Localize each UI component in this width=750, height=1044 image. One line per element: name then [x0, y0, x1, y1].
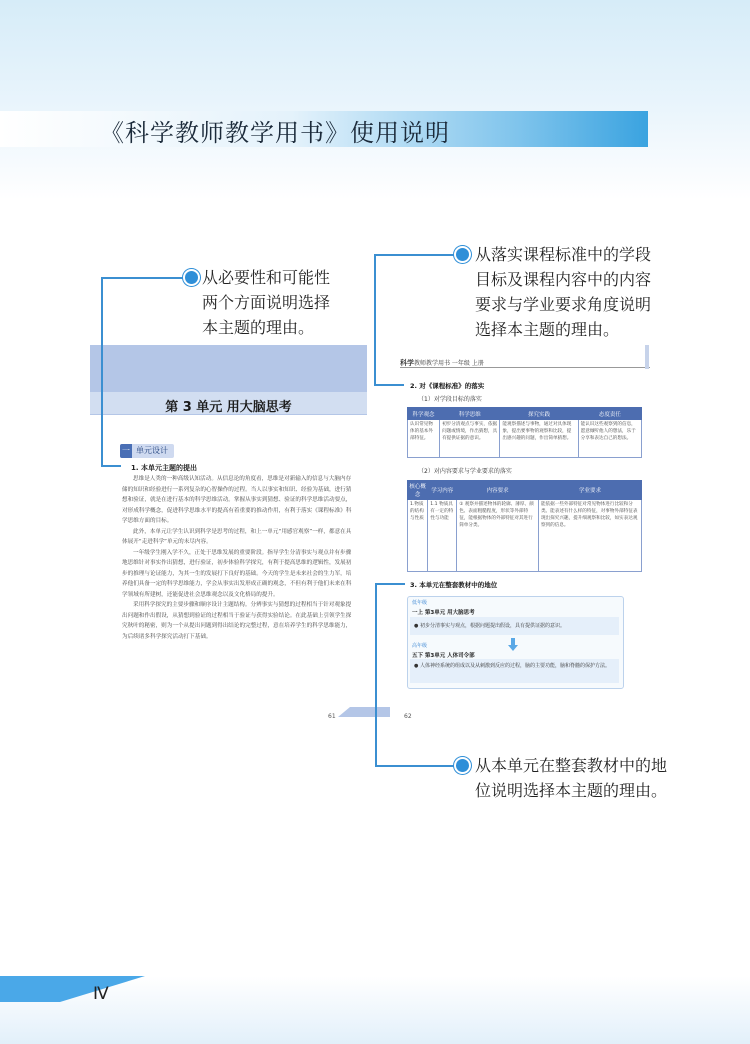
row2-title: 五下 第3单元 人体司令部: [412, 653, 475, 659]
table-header: 学习内容: [428, 481, 457, 500]
callout-line: 选择本主题的理由。: [475, 320, 620, 339]
page-title: 《科学教师教学用书》使用说明: [100, 119, 450, 147]
content-table: [407, 480, 642, 572]
header-text: 教师教学用书 一年级 上册: [414, 360, 484, 367]
callout-line: 本主题的理由。: [202, 318, 315, 337]
heading-standards: 2. 对《课程标准》的落实: [410, 382, 485, 390]
right-page-header: [400, 358, 650, 368]
table-cell: ① 观察并描述物体的轮廓、薄厚、颜色、表面粗糙程度，形状等外部特征，能根据物体的外部特征对其进行简单分类。: [457, 500, 539, 572]
left-page-body: [122, 474, 354, 642]
table-header: 学业要求: [538, 481, 641, 500]
connector-line: [374, 384, 404, 386]
table-header: 核心概念: [408, 481, 428, 500]
section-tag: [120, 444, 174, 458]
row1-box: [410, 617, 619, 635]
table-cell: 认识常见物体的基本外部特征。: [408, 420, 440, 458]
table-header: 内容要求: [457, 481, 539, 500]
callout-line: 目标及课程内容中的内容: [475, 270, 652, 289]
table-header: 探究实践: [500, 408, 578, 420]
subheading-goals: （1）对学段目标的落实: [418, 396, 482, 403]
bullet-dot-icon: [454, 246, 471, 263]
section-heading: 1. 本单元主题的提出: [131, 464, 197, 472]
page-number-left: 61: [328, 713, 336, 720]
unit-title: 第 3 单元 用大脑思考: [165, 400, 292, 415]
table-header: 科学观念: [408, 408, 440, 420]
row1-title: 一上 第3单元 用大脑思考: [412, 610, 475, 616]
connector-line: [101, 465, 121, 467]
subheading-content: （2）对内容要求与学业要求的落实: [418, 468, 512, 475]
table-cell: 能依据一些外部特征对常见物体进行比较和分类。能表述有什么样的特征，对事物外部特征表现出探究兴趣，提升细观察和比较，如实表达观察到的信息。: [538, 500, 641, 572]
callout-line: 两个方面说明选择: [202, 293, 331, 312]
section-number: 一: [120, 444, 132, 458]
callout-line: 从本单元在整套教材中的地: [475, 756, 668, 775]
table-cell: 初步分清观点与事实，依据问题或情境，作出猜想，具有提供证据的意识。: [440, 420, 500, 458]
callout-line: 从落实课程标准中的学段: [475, 245, 652, 264]
callout-line: 从必要性和可能性: [202, 268, 331, 287]
paragraph: 一年级学生刚入学不久，正处于思维发展的重要阶段。指导学生分清事实与观点并有步骤地思维针对事实作出猜想，进行验证，初步体验科学探究，有利于提高思维的逻辑性，发展初步的推理与论证能力，为其一生的发展打下良好的基础。今天的学生是未来社会的生力军，培养他们具备一定的科学思维能力，学会从事实出发形成正确的观念，不但有利于他们未来在科学领域有所建树，还能促进社会思维观念以及文化格局的提升。: [122, 549, 352, 598]
table-cell: 1.1 物质具有一定的特性与功能: [428, 500, 457, 572]
connector-line: [374, 254, 376, 385]
paragraph: 采用科学探究的主要步骤和顺序设计主题结构。分辨事实与猜想的过程相当于针对观象提出问题和作出假设，从猜想到验证的过程相当于验证与获得实验结论。在此基础上引领学生探究秋叶的秘密，则为一个从提出问题到得出结论的完整过程，意在培养学生的科学思维能力，为后续诸多科学探究活动打下基础。: [122, 602, 352, 640]
paragraph: 思维是人类的一种高级认知活动。从信息论的角度看，思维是对新输入的信息与大脑内存储的知识和经验进行一系列复杂的心智操作的过程。当人以事实和知识、经验为基础，进行猜想和验证，就是在进行基本的科学思维活动。掌握从事实到猜想、验证的科学思维活动要点，对形成科学概念，促进科学思维水平的提高有着重要的推动作用，有利于落实《课程标准》科学思维方面的目标。: [122, 476, 352, 524]
page-number: Ⅳ: [93, 984, 109, 1003]
callout-standards: [475, 242, 651, 342]
section-tag-label: 单元设计: [136, 446, 168, 455]
bullet-dot-icon: [183, 269, 200, 286]
heading-position: 3. 本单元在整套教材中的地位: [410, 581, 498, 589]
table-cell: 1.物质的结构与性质: [408, 500, 428, 572]
callout-line: 要求与学业要求角度说明: [475, 295, 652, 314]
goals-table: [407, 407, 642, 458]
connector-line: [375, 765, 462, 767]
grade-low-label: 低年级: [412, 600, 428, 606]
table-header: 科学思维: [440, 408, 500, 420]
connector-line: [101, 277, 188, 279]
connector-line: [101, 277, 103, 466]
down-arrow-icon: [508, 645, 518, 651]
header-strip: [645, 345, 649, 369]
row2-box: [410, 659, 619, 683]
paragraph: 此外，本单元让学生认识到科学是思考的过程，和上一单元“用感官观察”一样，都意在具体展开“走进科学”单元的未尽内容。: [122, 528, 352, 545]
callout-line: 位说明选择本主题的理由。: [475, 781, 668, 800]
connector-line: [375, 583, 405, 585]
bullet-dot-icon: [454, 757, 471, 774]
row2-text: ● 人体神经系统的组成以及从刺激到反应的过程，脑的主要功能，脑和脊髓的保护方法。: [414, 663, 610, 669]
corner-tab: [0, 976, 60, 1002]
table-header: 态度责任: [578, 408, 641, 420]
top-gradient-band: [0, 0, 750, 200]
header-brand: 科学: [400, 359, 414, 367]
table-cell: 能观察描述与事物，通过对具体现象，提出要事物的观察和比较，提出感兴趣的问题，作出简单猜想。: [500, 420, 578, 458]
page-tab-fill: [350, 707, 390, 717]
connector-line: [374, 254, 461, 256]
page-number-right: 62: [404, 713, 412, 720]
callout-necessity: [202, 265, 330, 340]
table-cell: 能认识这些观察到的信息，愿意倾听他人的想法，乐于分享和表达自己的想法。: [578, 420, 641, 458]
callout-position: [475, 753, 667, 803]
connector-line: [375, 583, 377, 766]
grade-high-label: 高年级: [412, 643, 428, 649]
row1-text: ● 初步分清事实与观点，根据问题提出假设，具有提供证据的意识。: [414, 623, 565, 629]
